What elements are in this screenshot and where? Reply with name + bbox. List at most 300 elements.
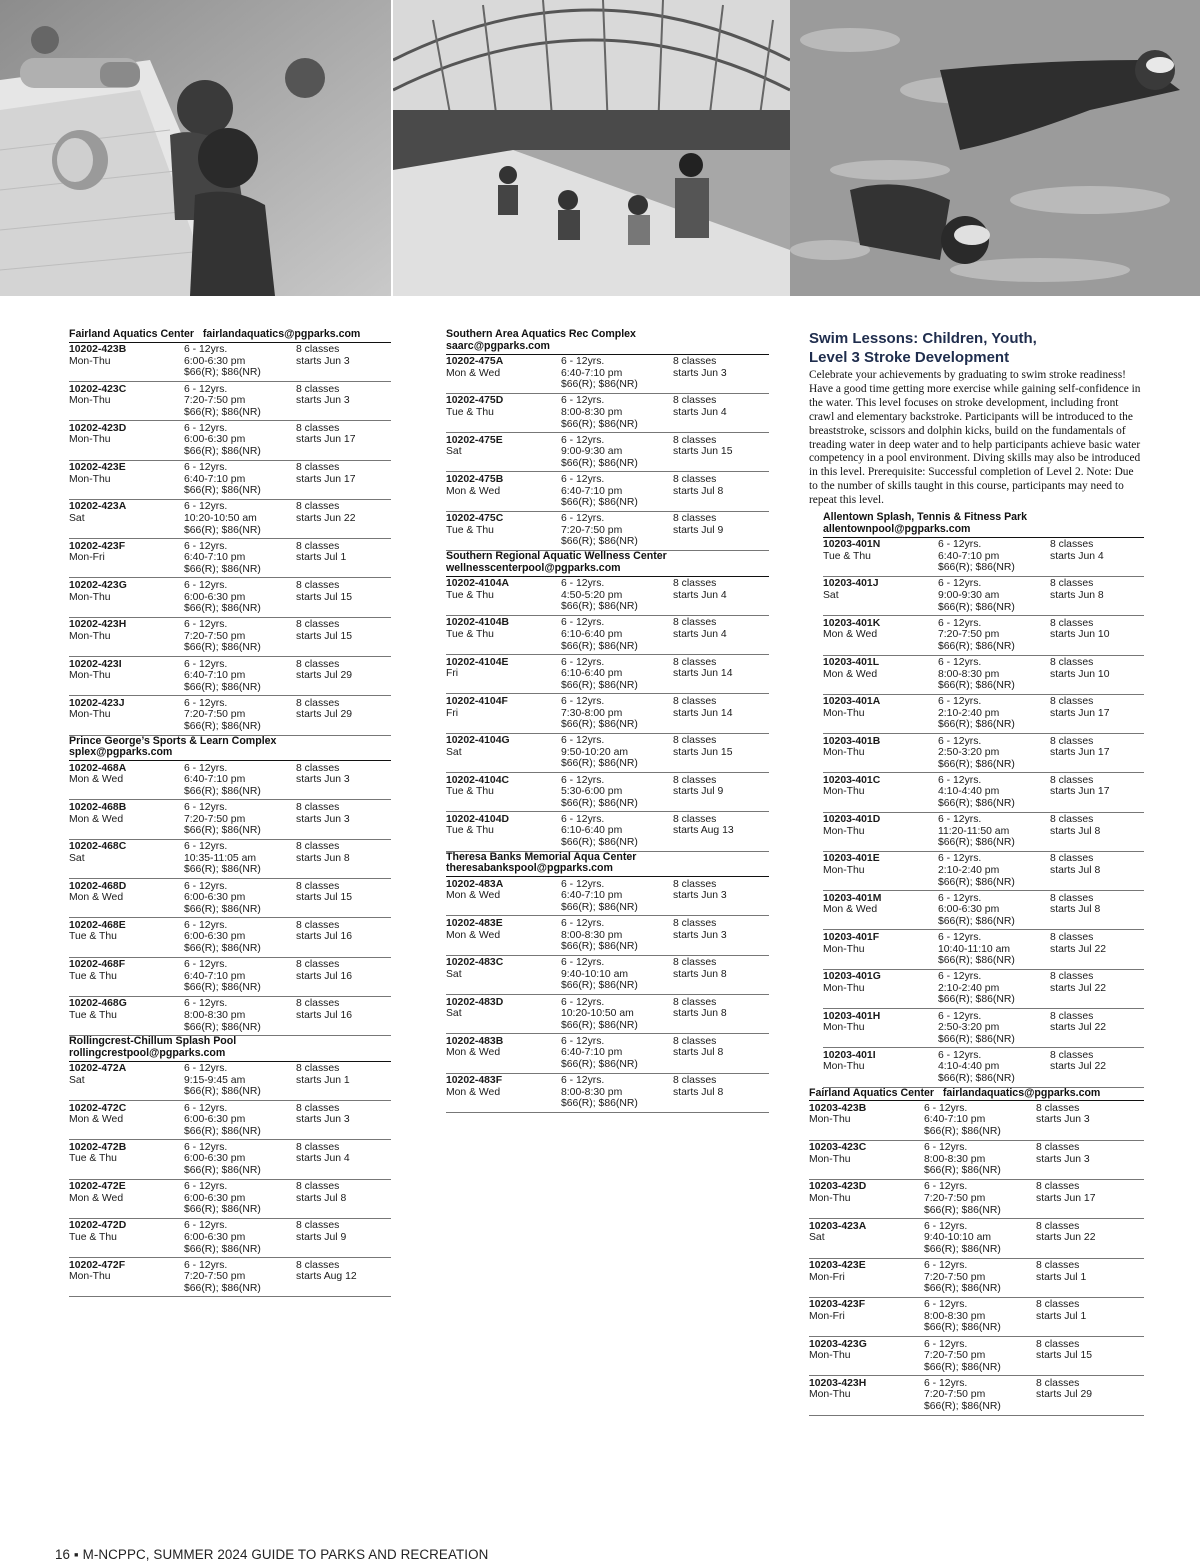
course-days: Mon-Thu bbox=[823, 982, 865, 994]
course-age: 6 - 12yrs. bbox=[184, 841, 228, 853]
row-details-cell bbox=[561, 735, 673, 770]
course-time: 10:40-11:10 am bbox=[938, 943, 1011, 955]
course-days: Mon-Thu bbox=[823, 1022, 865, 1034]
row-schedule-cell bbox=[673, 957, 769, 992]
course-time: 4:10-4:40 pm bbox=[938, 786, 1000, 798]
location-email[interactable]: allentownpool@pgparks.com bbox=[823, 522, 971, 535]
row-schedule-cell bbox=[296, 1260, 391, 1295]
course-days: Mon & Wed bbox=[69, 813, 124, 825]
course-class-count: 8 classes bbox=[296, 762, 340, 774]
course-class-count: 8 classes bbox=[296, 1259, 340, 1271]
location-name: Southern Regional Aquatic Wellness Center bbox=[446, 550, 667, 562]
table-row bbox=[823, 616, 1144, 655]
row-schedule-cell bbox=[1036, 1378, 1144, 1413]
course-age: 6 - 12yrs. bbox=[184, 959, 228, 971]
course-start-date: starts Jun 4 bbox=[673, 589, 727, 601]
location-email[interactable]: fairlandaquatics@pgparks.com bbox=[942, 1086, 1101, 1099]
course-age: 6 - 12yrs. bbox=[184, 919, 228, 931]
course-start-date: starts Jul 8 bbox=[673, 1047, 724, 1059]
row-course-cell bbox=[69, 344, 184, 379]
row-schedule-cell bbox=[296, 998, 391, 1033]
row-details-cell bbox=[184, 1220, 296, 1255]
row-details-cell bbox=[938, 1050, 1050, 1085]
table-row bbox=[69, 382, 391, 421]
course-days: Mon-Fri bbox=[809, 1310, 845, 1322]
location-email[interactable]: saarc@pgparks.com bbox=[446, 339, 550, 352]
course-code: 10202-423A bbox=[69, 501, 127, 513]
row-course-cell bbox=[69, 659, 184, 694]
course-days: Mon-Thu bbox=[809, 1193, 851, 1205]
location-name: Theresa Banks Memorial Aqua Center bbox=[446, 850, 637, 863]
row-course-cell bbox=[446, 814, 561, 849]
location-block bbox=[823, 512, 1144, 1088]
row-course-cell bbox=[823, 853, 938, 888]
course-class-count: 8 classes bbox=[296, 959, 340, 971]
course-start-date: starts Jun 3 bbox=[673, 929, 727, 941]
course-fee: $66(R); $86(NR) bbox=[561, 679, 638, 691]
course-class-count: 8 classes bbox=[1050, 1049, 1094, 1061]
course-days: Tue & Thu bbox=[69, 1231, 117, 1243]
course-start-date: starts Jul 8 bbox=[1050, 825, 1101, 837]
course-age: 6 - 12yrs. bbox=[924, 1220, 968, 1232]
course-start-date: starts Jun 8 bbox=[673, 1008, 727, 1020]
course-age: 6 - 12yrs. bbox=[938, 539, 982, 551]
row-details-cell bbox=[184, 920, 296, 955]
course-class-count: 8 classes bbox=[673, 473, 717, 485]
table-row bbox=[823, 773, 1144, 812]
location-email[interactable]: fairlandaquatics@pgparks.com bbox=[202, 328, 361, 340]
row-details-cell bbox=[184, 619, 296, 654]
row-course-cell bbox=[823, 539, 938, 574]
course-code: 10202-468A bbox=[69, 762, 127, 774]
row-details-cell bbox=[184, 423, 296, 458]
course-fee: $66(R); $86(NR) bbox=[561, 1098, 638, 1110]
course-age: 6 - 12yrs. bbox=[938, 1010, 982, 1022]
row-course-cell bbox=[69, 1142, 184, 1177]
course-code: 10202-423J bbox=[69, 697, 125, 709]
row-course-cell bbox=[809, 1299, 924, 1334]
course-age: 6 - 12yrs. bbox=[924, 1260, 968, 1272]
course-days: Mon-Thu bbox=[809, 1114, 851, 1126]
course-class-count: 8 classes bbox=[296, 1063, 340, 1075]
course-start-date: starts Jun 4 bbox=[1050, 550, 1104, 562]
row-schedule-cell bbox=[1050, 539, 1144, 574]
row-course-cell bbox=[823, 893, 938, 928]
course-code: 10203-401M bbox=[823, 892, 882, 904]
row-details-cell bbox=[924, 1221, 1036, 1256]
course-age: 6 - 12yrs. bbox=[938, 774, 982, 786]
row-schedule-cell bbox=[673, 617, 769, 652]
row-schedule-cell bbox=[296, 698, 391, 733]
course-age: 6 - 12yrs. bbox=[924, 1142, 968, 1154]
table-row bbox=[809, 1337, 1144, 1376]
course-age: 6 - 12yrs. bbox=[184, 344, 228, 356]
row-schedule-cell bbox=[296, 344, 391, 379]
course-days: Mon-Thu bbox=[69, 591, 111, 603]
row-schedule-cell bbox=[1050, 932, 1144, 967]
course-time: 9:15-9:45 am bbox=[184, 1074, 246, 1086]
location-name: Rollingcrest-Chillum Splash Pool bbox=[69, 1035, 237, 1048]
row-course-cell bbox=[823, 696, 938, 731]
row-course-cell bbox=[69, 580, 184, 615]
course-fee: $66(R); $86(NR) bbox=[561, 497, 638, 509]
course-class-count: 8 classes bbox=[1036, 1142, 1080, 1154]
row-details-cell bbox=[184, 501, 296, 536]
course-start-date: starts Jul 1 bbox=[1036, 1310, 1087, 1322]
course-fee: $66(R); $86(NR) bbox=[184, 603, 261, 615]
course-age: 6 - 12yrs. bbox=[561, 774, 605, 786]
course-time: 9:50-10:20 am bbox=[561, 746, 629, 758]
course-fee: $66(R); $86(NR) bbox=[561, 1058, 638, 1070]
course-fee: $66(R); $86(NR) bbox=[184, 367, 261, 379]
table-row bbox=[809, 1180, 1144, 1219]
course-class-count: 8 classes bbox=[673, 774, 717, 786]
row-course-cell bbox=[823, 814, 938, 849]
course-time: 6:40-7:10 pm bbox=[184, 552, 246, 564]
course-days: Mon & Wed bbox=[446, 485, 501, 497]
course-code: 10202-4104C bbox=[446, 774, 509, 786]
course-age: 6 - 12yrs. bbox=[561, 617, 605, 629]
location-header bbox=[69, 1036, 391, 1062]
table-row bbox=[809, 1259, 1144, 1298]
table-row bbox=[446, 995, 769, 1034]
course-code: 10202-423G bbox=[69, 579, 127, 591]
course-fee: $66(R); $86(NR) bbox=[561, 941, 638, 953]
row-schedule-cell bbox=[673, 879, 769, 914]
column-3 bbox=[809, 329, 1144, 1416]
course-age: 6 - 12yrs. bbox=[561, 473, 605, 485]
course-code: 10203-423C bbox=[809, 1142, 867, 1154]
row-schedule-cell bbox=[296, 881, 391, 916]
course-age: 6 - 12yrs. bbox=[938, 657, 982, 668]
row-course-cell bbox=[69, 501, 184, 536]
course-days: Mon & Wed bbox=[69, 1192, 124, 1204]
course-days: Mon & Wed bbox=[446, 367, 501, 379]
table-row bbox=[69, 1258, 391, 1297]
course-days: Tue & Thu bbox=[446, 524, 494, 536]
row-course-cell bbox=[809, 1339, 924, 1374]
course-days: Mon-Thu bbox=[823, 1061, 865, 1073]
course-fee: $66(R); $86(NR) bbox=[924, 1401, 1001, 1413]
course-fee: $66(R); $86(NR) bbox=[938, 915, 1015, 927]
course-code: 10203-423G bbox=[809, 1338, 867, 1350]
row-schedule-cell bbox=[673, 435, 769, 470]
row-details-cell bbox=[184, 998, 296, 1033]
table-row bbox=[69, 1101, 391, 1140]
row-course-cell bbox=[446, 997, 561, 1032]
course-age: 6 - 12yrs. bbox=[938, 735, 982, 747]
course-start-date: starts Jul 9 bbox=[296, 1231, 347, 1243]
course-start-date: starts Jun 14 bbox=[673, 668, 733, 680]
course-start-date: starts Jul 29 bbox=[1036, 1389, 1093, 1401]
row-details-cell bbox=[938, 539, 1050, 574]
row-course-cell bbox=[446, 957, 561, 992]
row-details-cell bbox=[938, 1011, 1050, 1046]
row-schedule-cell bbox=[1036, 1142, 1144, 1177]
row-course-cell bbox=[69, 1181, 184, 1216]
course-start-date: starts Jun 17 bbox=[296, 434, 356, 446]
course-class-count: 8 classes bbox=[673, 1075, 717, 1087]
location-block bbox=[809, 1088, 1144, 1416]
location-block bbox=[446, 852, 769, 1113]
course-code: 10202-475B bbox=[446, 473, 504, 485]
course-fee: $66(R); $86(NR) bbox=[938, 994, 1015, 1006]
course-class-count: 8 classes bbox=[1050, 853, 1094, 865]
course-days: Sat bbox=[809, 1232, 825, 1244]
course-fee: $66(R); $86(NR) bbox=[561, 418, 638, 430]
table-row bbox=[446, 577, 769, 616]
row-course-cell bbox=[69, 1103, 184, 1138]
course-days: Mon & Wed bbox=[446, 1047, 501, 1059]
row-details-cell bbox=[184, 462, 296, 497]
course-age: 6 - 12yrs. bbox=[184, 462, 228, 474]
course-code: 10203-401E bbox=[823, 853, 880, 865]
course-code: 10202-483A bbox=[446, 878, 504, 890]
table-row bbox=[69, 618, 391, 657]
course-start-date: starts Jun 22 bbox=[296, 513, 356, 525]
row-details-cell bbox=[561, 696, 673, 731]
course-class-count: 8 classes bbox=[296, 1181, 340, 1193]
course-class-count: 8 classes bbox=[673, 813, 717, 825]
course-fee: $66(R); $86(NR) bbox=[938, 798, 1015, 810]
course-days: Mon-Thu bbox=[823, 865, 865, 876]
table-row bbox=[823, 656, 1144, 695]
table-row bbox=[69, 918, 391, 957]
course-start-date: starts Jun 3 bbox=[296, 774, 350, 786]
course-fee: $66(R); $86(NR) bbox=[924, 1361, 1001, 1373]
course-age: 6 - 12yrs. bbox=[184, 1102, 228, 1114]
course-code: 10202-472A bbox=[69, 1063, 127, 1075]
table-row bbox=[69, 696, 391, 735]
course-code: 10203-423B bbox=[809, 1102, 867, 1114]
course-fee: $66(R); $86(NR) bbox=[184, 1243, 261, 1255]
course-start-date: starts Jun 3 bbox=[673, 367, 727, 379]
course-start-date: starts Jul 29 bbox=[296, 709, 353, 721]
course-days: Mon-Thu bbox=[69, 709, 111, 721]
course-class-count: 8 classes bbox=[296, 801, 340, 813]
course-age: 6 - 12yrs. bbox=[561, 917, 605, 929]
table-row bbox=[446, 433, 769, 472]
table-row bbox=[823, 695, 1144, 734]
course-class-count: 8 classes bbox=[1036, 1299, 1080, 1311]
course-class-count: 8 classes bbox=[296, 1141, 340, 1153]
course-fee: $66(R); $86(NR) bbox=[561, 901, 638, 913]
course-days: Sat bbox=[446, 968, 462, 980]
course-time: 8:00-8:30 pm bbox=[561, 1086, 623, 1098]
table-row bbox=[69, 761, 391, 800]
photo-indoor-pool bbox=[393, 0, 790, 296]
table-row bbox=[809, 1298, 1144, 1337]
course-age: 6 - 12yrs. bbox=[561, 1035, 605, 1047]
row-details-cell bbox=[561, 435, 673, 470]
course-start-date: starts Jun 17 bbox=[1050, 707, 1110, 719]
row-details-cell bbox=[938, 736, 1050, 771]
row-schedule-cell bbox=[1050, 971, 1144, 1006]
course-time: 9:00-9:30 am bbox=[561, 446, 623, 458]
course-class-count: 8 classes bbox=[673, 617, 717, 629]
course-code: 10202-472D bbox=[69, 1220, 127, 1232]
row-details-cell bbox=[561, 1036, 673, 1071]
course-class-count: 8 classes bbox=[296, 658, 340, 670]
row-details-cell bbox=[938, 578, 1050, 613]
table-row bbox=[823, 734, 1144, 773]
location-name: Fairland Aquatics Center bbox=[69, 328, 194, 340]
course-code: 10203-401H bbox=[823, 1010, 881, 1022]
course-start-date: starts Jun 17 bbox=[296, 473, 356, 485]
course-class-count: 8 classes bbox=[296, 383, 340, 395]
row-details-cell bbox=[561, 395, 673, 430]
course-fee: $66(R); $86(NR) bbox=[938, 1033, 1015, 1045]
row-course-cell bbox=[809, 1142, 924, 1177]
course-days: Mon-Thu bbox=[823, 786, 865, 798]
table-row bbox=[446, 472, 769, 511]
course-start-date: starts Jul 8 bbox=[673, 485, 724, 497]
course-code: 10202-483F bbox=[446, 1075, 503, 1087]
course-time: 6:40-7:10 pm bbox=[184, 774, 246, 786]
table-row bbox=[69, 1062, 391, 1101]
row-schedule-cell bbox=[296, 1220, 391, 1255]
table-row bbox=[69, 578, 391, 617]
row-details-cell bbox=[561, 997, 673, 1032]
row-schedule-cell bbox=[1050, 736, 1144, 771]
course-fee: $66(R); $86(NR) bbox=[924, 1165, 1001, 1177]
table-row bbox=[446, 1034, 769, 1073]
course-days: Tue & Thu bbox=[823, 550, 871, 562]
course-time: 7:20-7:50 pm bbox=[561, 524, 623, 536]
table-row bbox=[69, 421, 391, 460]
course-days: Mon & Wed bbox=[69, 892, 124, 904]
course-class-count: 8 classes bbox=[673, 656, 717, 668]
course-start-date: starts Aug 13 bbox=[673, 825, 734, 837]
location-header bbox=[446, 852, 769, 878]
course-start-date: starts Jul 1 bbox=[1036, 1271, 1087, 1283]
course-start-date: starts Jun 10 bbox=[1050, 668, 1110, 680]
row-course-cell bbox=[446, 918, 561, 953]
course-class-count: 8 classes bbox=[673, 917, 717, 929]
course-fee: $66(R); $86(NR) bbox=[184, 903, 261, 915]
course-class-count: 8 classes bbox=[296, 998, 340, 1010]
row-course-cell bbox=[446, 578, 561, 613]
table-row bbox=[446, 394, 769, 433]
row-course-cell bbox=[823, 932, 938, 967]
location-header bbox=[446, 551, 769, 577]
course-start-date: starts Jul 15 bbox=[296, 892, 353, 904]
row-details-cell bbox=[561, 1075, 673, 1110]
row-schedule-cell bbox=[1050, 696, 1144, 731]
course-time: 5:30-6:00 pm bbox=[561, 786, 623, 798]
row-course-cell bbox=[446, 1075, 561, 1110]
course-code: 10203-401I bbox=[823, 1049, 876, 1061]
row-schedule-cell bbox=[673, 997, 769, 1032]
course-fee: $66(R); $86(NR) bbox=[561, 1019, 638, 1031]
row-schedule-cell bbox=[673, 657, 769, 692]
course-days: Mon & Wed bbox=[446, 890, 501, 902]
course-days: Sat bbox=[69, 1074, 85, 1086]
course-code: 10202-468E bbox=[69, 919, 126, 931]
course-days: Mon & Wed bbox=[823, 668, 878, 680]
course-age: 6 - 12yrs. bbox=[184, 880, 228, 892]
course-age: 6 - 12yrs. bbox=[184, 658, 228, 670]
course-class-count: 8 classes bbox=[1050, 539, 1094, 551]
location-email[interactable]: rollingcrestpool@pgparks.com bbox=[69, 1046, 226, 1059]
course-fee: $66(R); $86(NR) bbox=[561, 601, 638, 613]
course-days: Mon-Thu bbox=[823, 747, 865, 759]
row-schedule-cell bbox=[673, 578, 769, 613]
course-code: 10203-401N bbox=[823, 539, 881, 551]
course-code: 10202-4104E bbox=[446, 656, 509, 668]
course-time: 7:20-7:50 pm bbox=[924, 1193, 986, 1205]
location-header bbox=[69, 736, 391, 762]
table-row bbox=[69, 1180, 391, 1219]
course-time: 6:40-7:10 pm bbox=[561, 367, 623, 379]
location-email[interactable]: splex@pgparks.com bbox=[69, 746, 173, 759]
row-course-cell bbox=[446, 775, 561, 810]
row-course-cell bbox=[446, 735, 561, 770]
row-course-cell bbox=[69, 384, 184, 419]
row-course-cell bbox=[446, 879, 561, 914]
course-fee: $66(R); $86(NR) bbox=[184, 1282, 261, 1294]
location-header bbox=[446, 329, 769, 355]
table-row bbox=[446, 694, 769, 733]
course-fee: $66(R); $86(NR) bbox=[184, 524, 261, 536]
table-row bbox=[69, 657, 391, 696]
course-code: 10202-468G bbox=[69, 998, 127, 1010]
section-heading bbox=[809, 329, 1144, 367]
course-code: 10202-423F bbox=[69, 540, 126, 552]
row-schedule-cell bbox=[1050, 893, 1144, 928]
course-class-count: 8 classes bbox=[296, 540, 340, 552]
course-fee: $66(R); $86(NR) bbox=[184, 825, 261, 837]
course-start-date: starts Jul 16 bbox=[296, 1009, 353, 1021]
course-class-count: 8 classes bbox=[1036, 1377, 1080, 1389]
row-details-cell bbox=[938, 971, 1050, 1006]
course-start-date: starts Jun 17 bbox=[1050, 747, 1110, 759]
location-email[interactable]: wellnesscenterpool@pgparks.com bbox=[446, 561, 621, 574]
location-email[interactable]: theresabankspool@pgparks.com bbox=[446, 862, 613, 875]
course-class-count: 8 classes bbox=[673, 878, 717, 890]
row-details-cell bbox=[184, 881, 296, 916]
course-age: 6 - 12yrs. bbox=[938, 617, 982, 629]
row-course-cell bbox=[809, 1221, 924, 1256]
course-fee: $66(R); $86(NR) bbox=[924, 1126, 1001, 1138]
table-row bbox=[823, 852, 1144, 891]
table-row bbox=[446, 916, 769, 955]
location-block bbox=[69, 736, 391, 1037]
row-course-cell bbox=[446, 356, 561, 391]
course-class-count: 8 classes bbox=[1036, 1181, 1080, 1193]
course-time: 6:00-6:30 pm bbox=[184, 1192, 246, 1204]
course-class-count: 8 classes bbox=[673, 695, 717, 707]
course-class-count: 8 classes bbox=[1050, 696, 1094, 708]
row-details-cell bbox=[184, 763, 296, 798]
course-time: 11:20-11:50 am bbox=[938, 825, 1010, 837]
course-fee: $66(R); $86(NR) bbox=[184, 864, 261, 876]
course-fee: $66(R); $86(NR) bbox=[561, 797, 638, 809]
table-row bbox=[446, 616, 769, 655]
course-class-count: 8 classes bbox=[296, 697, 340, 709]
course-start-date: starts Jul 22 bbox=[1050, 1022, 1107, 1034]
course-time: 2:10-2:40 pm bbox=[938, 982, 1000, 994]
course-age: 6 - 12yrs. bbox=[184, 1259, 228, 1271]
course-code: 10202-423I bbox=[69, 658, 122, 670]
row-schedule-cell bbox=[1050, 853, 1144, 888]
row-schedule-cell bbox=[296, 501, 391, 536]
row-schedule-cell bbox=[673, 1036, 769, 1071]
course-fee: $66(R); $86(NR) bbox=[184, 406, 261, 418]
row-details-cell bbox=[184, 1142, 296, 1177]
row-details-cell bbox=[938, 696, 1050, 731]
course-age: 6 - 12yrs. bbox=[184, 1181, 228, 1193]
